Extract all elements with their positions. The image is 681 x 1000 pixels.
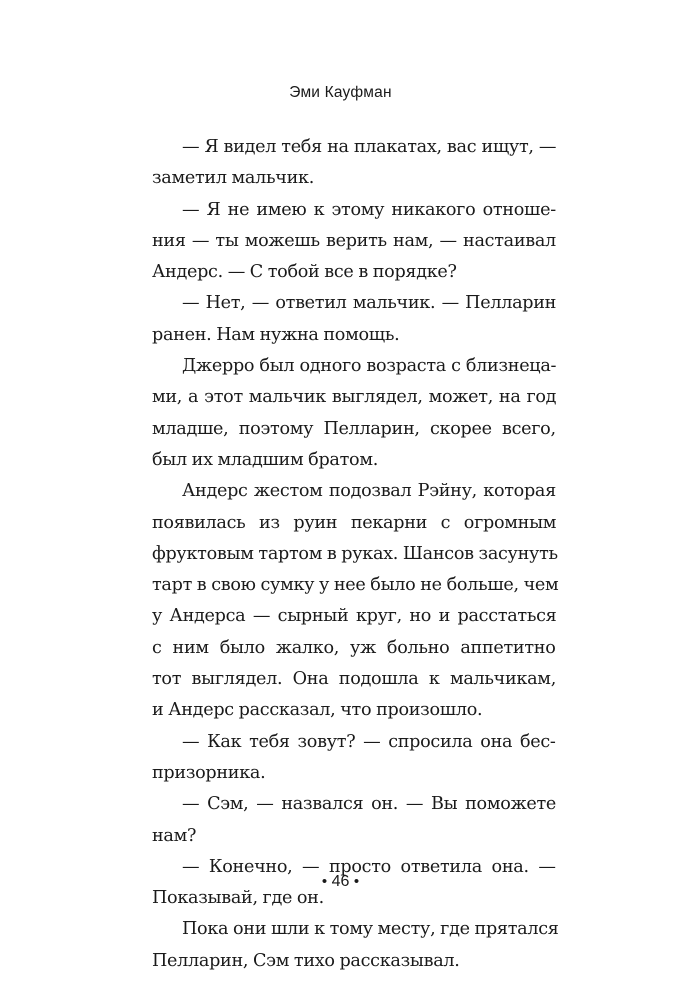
paragraph: [152, 132, 556, 195]
text-line: ранен. Нам нужна помощь.: [152, 324, 400, 345]
text-line: тарт в свою сумку у нее было не больше, чем: [152, 575, 559, 596]
text-line: — Как тебя зовут? — спросила она бес-: [182, 731, 556, 752]
page-number-value: 46: [331, 873, 350, 890]
text-line: фруктовым тартом в руках. Шансов засунуть: [152, 543, 558, 564]
text-line: — Я видел тебя на плакатах, вас ищут, —: [182, 137, 557, 157]
text-line: — Конечно, — просто ответила она. —: [182, 856, 556, 877]
paragraph: [152, 914, 559, 977]
text-line: ми, а этот мальчик выглядел, может, на год: [152, 387, 557, 408]
paragraph: [152, 476, 559, 726]
text-line: заметил мальчик.: [152, 168, 314, 189]
text-line: Андерс. — С тобой все в порядке?: [152, 262, 457, 283]
text-line: был их младшим братом.: [152, 449, 378, 470]
text-line: и Андерс рассказал, что произошло.: [152, 700, 483, 721]
text-line: с ним было жалко, уж больно аппетитно: [152, 637, 556, 658]
text-line: призорника.: [152, 762, 266, 783]
running-head: Эми Кауфман: [289, 84, 392, 101]
text-line: тот выглядел. Она подошла к мальчикам,: [152, 669, 556, 690]
text-line: Пока они шли к тому месту, где прятался: [182, 919, 559, 940]
text-line: Андерс жестом подозвал Рэйну, которая: [182, 481, 556, 502]
text-line: Джерро был одного возраста с близнеца-: [182, 356, 557, 377]
text-line: появилась из руин пекарни с огромным: [152, 512, 557, 533]
text-line: — Я не имею к этому никакого отноше-: [182, 199, 556, 220]
text-line: — Нет, — ответил мальчик. — Пелларин: [182, 293, 557, 314]
paragraph: [152, 727, 556, 790]
paragraph: [152, 195, 556, 289]
text-line: Пелларин, Сэм тихо рассказывал.: [152, 950, 460, 971]
paragraph: [152, 288, 556, 351]
text-line: нам?: [152, 825, 197, 846]
text-line: у Андерса — сырный круг, но и расстаться: [152, 606, 557, 627]
paragraph: [152, 789, 556, 852]
text-line: Показывай, где он.: [152, 888, 324, 909]
paragraph: [152, 351, 556, 476]
page-number: [0, 873, 681, 891]
body-text: [152, 132, 559, 977]
text-line: ния — ты можешь верить нам, — настаивал: [152, 230, 556, 251]
text-line: младше, поэтому Пелларин, скорее всего,: [152, 418, 556, 439]
text-line: — Сэм, — назвался он. — Вы поможете: [182, 794, 557, 815]
bullet-right: •: [353, 873, 360, 890]
bullet-left: •: [321, 873, 328, 890]
